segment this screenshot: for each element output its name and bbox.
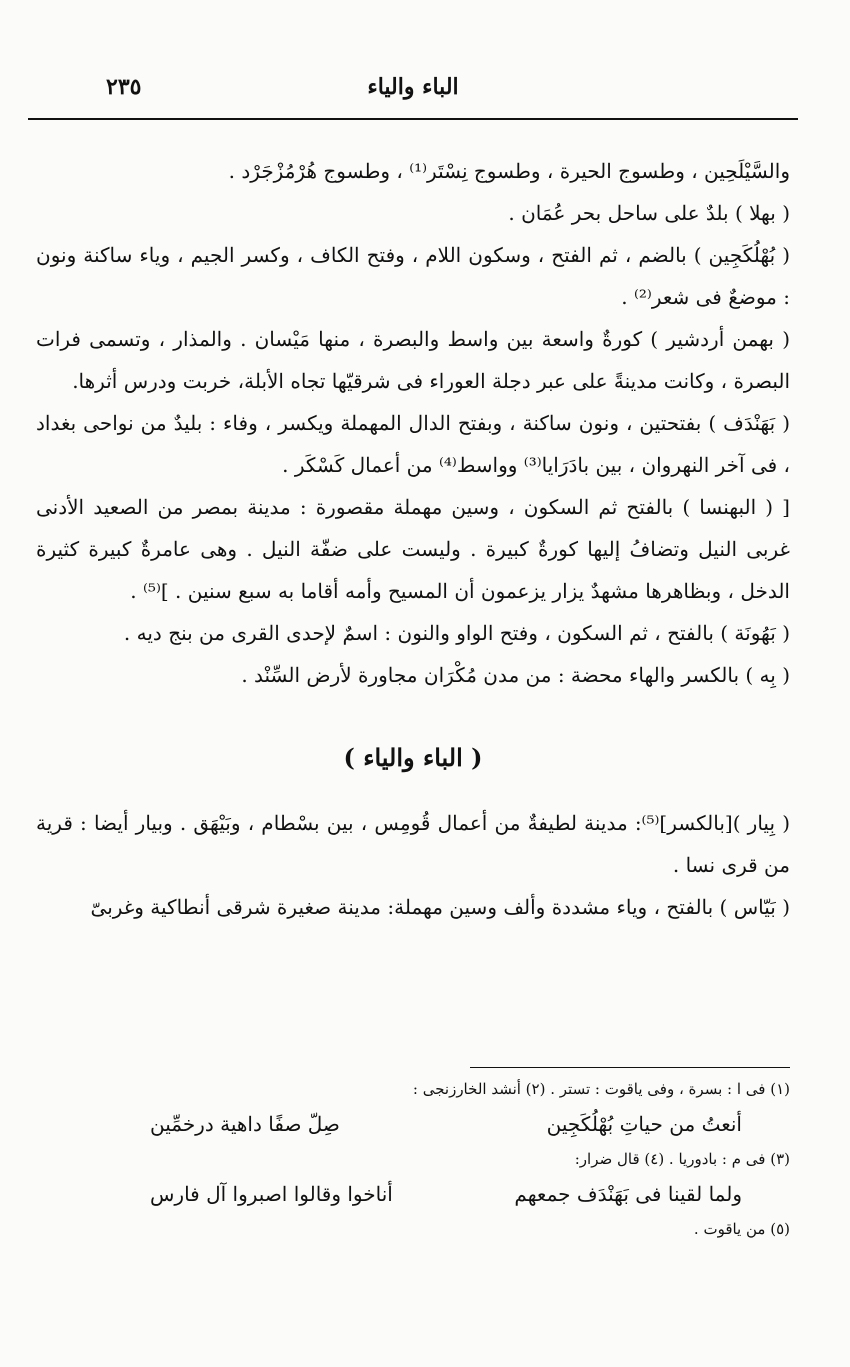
entry-paragraph: ( بَيّاس ) بالفتح ، وياء مشددة وألف وسين مهملة: مدينة صغيرة شرقى أنطاكية وغربىّ	[90, 895, 790, 919]
main-text	[36, 150, 790, 928]
entry-paragraph: والسَّيْلَحِين ، وطسوج الحيرة ، وطسوج نِسْتَر⁽¹⁾ ، وطسوج هُرْمُزْجَرْد .	[228, 159, 790, 183]
verse-hemistich: أناخوا وقالوا اصبروا آل فارس	[150, 1182, 393, 1206]
footnotes	[40, 1076, 790, 1242]
footnote-rule	[470, 1067, 790, 1068]
footnote-line: (٣) فى م : بادوريا . (٤) قال ضرار:	[574, 1150, 790, 1168]
entry-paragraph: [ ( البهنسا ) بالفتح ثم السكون ، وسين مهملة مقصورة : مدينة بمصر من الصعيد الأدنى غربى النيل وتضافُ إليها كورةٌ كبيرة . وليست على ضفّة النيل . وهى عامرةٌ كبيرة كثيرة الدخل ، وبظاهرها مشهدٌ يزار يزعمون أن المسيح وأمه أقاما به سبع سنين . ]⁽⁵⁾ .	[36, 495, 790, 603]
footnote-line: (١) فى ا : بسرة ، وفى ياقوت : تستر . (٢) أنشد الخارزنجى :	[412, 1080, 790, 1098]
entry-paragraph: ( بُهْلُكَجِين ) بالضم ، ثم الفتح ، وسكون اللام ، وفتح الكاف ، وكسر الجيم ، وياء ساكنة ونون : موضعٌ فى شعر⁽²⁾ .	[36, 243, 790, 309]
entry-paragraph: ( بِه ) بالكسر والهاء محضة : من مدن مُكْرَان مجاورة لأرض السِّنْد .	[241, 663, 790, 687]
page-number: ٢٣٥	[106, 74, 142, 100]
page-header	[28, 68, 798, 112]
section-title: ( الباء والياء )	[343, 743, 483, 772]
header-rule	[28, 118, 798, 120]
verse	[40, 1172, 790, 1216]
entry-paragraph: ( بِيار )[بالكسر]⁽⁵⁾: مدينة لطيفةٌ من أعمال قُومِس ، بين بسْطام ، وبَيْهَق . وبيار أيضا : قرية من قرى نسا .	[36, 811, 790, 877]
verse-hemistich: صِلّ صفًا داهية درخمِّين	[150, 1112, 340, 1136]
footnote-line: (٥) من ياقوت .	[693, 1220, 790, 1238]
verse-hemistich: أنعتُ من حياتِ بُهْلُكَجِين	[546, 1112, 742, 1136]
verse-hemistich: ولما لقينا فى بَهَنْدَف جمعهم	[514, 1182, 742, 1206]
entry-paragraph: ( بَهُونَة ) بالفتح ، ثم السكون ، وفتح الواو والنون : اسمٌ لإحدى القرى من بنج ديه .	[123, 621, 790, 645]
running-title: الباء والياء	[367, 74, 459, 100]
entry-paragraph: ( بهلا ) بلدٌ على ساحل بحر عُمَان .	[508, 201, 790, 225]
entry-paragraph: ( بهمن أردشير ) كورةٌ واسعة بين واسط والبصرة ، منها مَيْسان . والمذار ، وتسمى فرات البصرة ، وكانت مدينةً على عبر دجلة العوراء فى شرقيّها تجاه الأبلة، خربت ودرس أثرها.	[36, 327, 790, 393]
entry-paragraph: ( بَهَنْدَف ) بفتحتين ، ونون ساكنة ، وبفتح الدال المهملة ويكسر ، وفاء : بليدٌ من نواحى بغداد ، فى آخر النهروان ، بين بادَرَايا⁽³⁾ وواسط⁽⁴⁾ من أعمال كَسْكَر .	[36, 411, 790, 477]
verse	[40, 1102, 790, 1146]
